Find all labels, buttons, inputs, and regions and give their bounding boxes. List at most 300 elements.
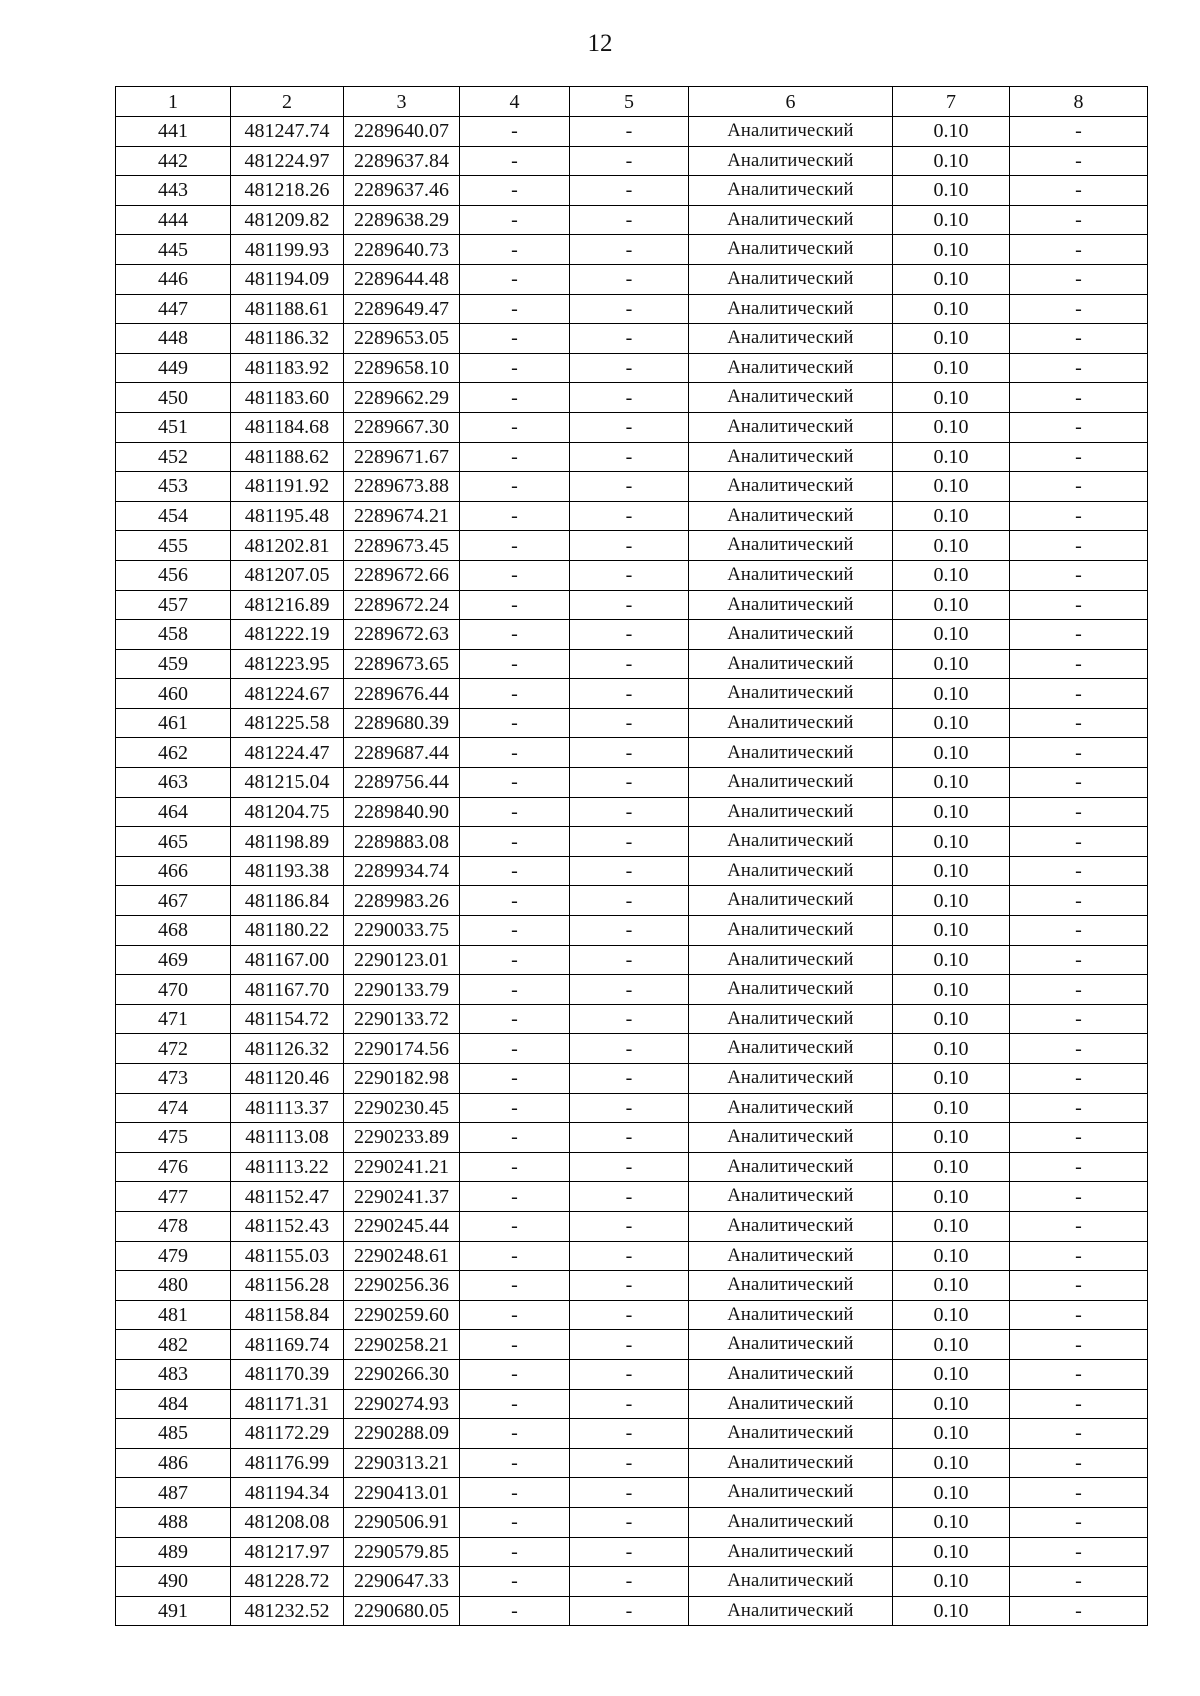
method-cell: Аналитический [689, 1537, 893, 1567]
column-5-cell: - [570, 1123, 689, 1153]
table-row [116, 768, 1148, 798]
column-4-cell: - [460, 945, 570, 975]
column-8-cell: - [1010, 856, 1148, 886]
table-row [116, 1182, 1148, 1212]
column-5-cell: - [570, 975, 689, 1005]
method-cell: Аналитический [689, 1152, 893, 1182]
accuracy-cell: 0.10 [893, 205, 1010, 235]
point-number-cell: 477 [116, 1182, 231, 1212]
y-coordinate-cell: 2290182.98 [344, 1064, 460, 1094]
point-number-cell: 469 [116, 945, 231, 975]
x-coordinate-cell: 481171.31 [231, 1389, 344, 1419]
y-coordinate-cell: 2289640.73 [344, 235, 460, 265]
accuracy-cell: 0.10 [893, 768, 1010, 798]
y-coordinate-cell: 2290259.60 [344, 1300, 460, 1330]
x-coordinate-cell: 481167.00 [231, 945, 344, 975]
column-8-cell: - [1010, 1093, 1148, 1123]
column-4-cell: - [460, 886, 570, 916]
x-coordinate-cell: 481247.74 [231, 117, 344, 147]
point-number-cell: 479 [116, 1241, 231, 1271]
x-coordinate-cell: 481232.52 [231, 1596, 344, 1626]
column-8-cell: - [1010, 708, 1148, 738]
table-row [116, 886, 1148, 916]
method-cell: Аналитический [689, 1389, 893, 1419]
accuracy-cell: 0.10 [893, 1241, 1010, 1271]
y-coordinate-cell: 2290413.01 [344, 1478, 460, 1508]
x-coordinate-cell: 481183.92 [231, 353, 344, 383]
column-5-cell: - [570, 1271, 689, 1301]
column-4-cell: - [460, 797, 570, 827]
column-5-cell: - [570, 1330, 689, 1360]
column-header: 8 [1010, 87, 1148, 117]
table-row [116, 827, 1148, 857]
table-row [116, 294, 1148, 324]
x-coordinate-cell: 481180.22 [231, 916, 344, 946]
method-cell: Аналитический [689, 383, 893, 413]
accuracy-cell: 0.10 [893, 1271, 1010, 1301]
method-cell: Аналитический [689, 679, 893, 709]
column-8-cell: - [1010, 1448, 1148, 1478]
point-number-cell: 474 [116, 1093, 231, 1123]
column-8-cell: - [1010, 1389, 1148, 1419]
column-5-cell: - [570, 708, 689, 738]
point-number-cell: 481 [116, 1300, 231, 1330]
column-5-cell: - [570, 1241, 689, 1271]
column-5-cell: - [570, 294, 689, 324]
point-number-cell: 448 [116, 324, 231, 354]
column-8-cell: - [1010, 1478, 1148, 1508]
column-4-cell: - [460, 738, 570, 768]
column-8-cell: - [1010, 1567, 1148, 1597]
table-row [116, 264, 1148, 294]
x-coordinate-cell: 481113.22 [231, 1152, 344, 1182]
accuracy-cell: 0.10 [893, 1596, 1010, 1626]
column-5-cell: - [570, 176, 689, 206]
table-row [116, 1123, 1148, 1153]
accuracy-cell: 0.10 [893, 1093, 1010, 1123]
point-number-cell: 459 [116, 649, 231, 679]
y-coordinate-cell: 2290274.93 [344, 1389, 460, 1419]
y-coordinate-cell: 2289676.44 [344, 679, 460, 709]
point-number-cell: 486 [116, 1448, 231, 1478]
column-4-cell: - [460, 1537, 570, 1567]
y-coordinate-cell: 2289649.47 [344, 294, 460, 324]
method-cell: Аналитический [689, 560, 893, 590]
x-coordinate-cell: 481224.47 [231, 738, 344, 768]
point-number-cell: 462 [116, 738, 231, 768]
column-5-cell: - [570, 1537, 689, 1567]
column-5-cell: - [570, 1034, 689, 1064]
accuracy-cell: 0.10 [893, 1211, 1010, 1241]
table-row [116, 412, 1148, 442]
column-4-cell: - [460, 590, 570, 620]
table-row [116, 1448, 1148, 1478]
point-number-cell: 487 [116, 1478, 231, 1508]
table-row [116, 590, 1148, 620]
column-5-cell: - [570, 117, 689, 147]
column-5-cell: - [570, 146, 689, 176]
y-coordinate-cell: 2289840.90 [344, 797, 460, 827]
column-4-cell: - [460, 1211, 570, 1241]
table-row [116, 620, 1148, 650]
table-row [116, 916, 1148, 946]
x-coordinate-cell: 481225.58 [231, 708, 344, 738]
accuracy-cell: 0.10 [893, 1123, 1010, 1153]
column-8-cell: - [1010, 945, 1148, 975]
column-4-cell: - [460, 383, 570, 413]
method-cell: Аналитический [689, 1271, 893, 1301]
table-row [116, 442, 1148, 472]
accuracy-cell: 0.10 [893, 1034, 1010, 1064]
method-cell: Аналитический [689, 945, 893, 975]
y-coordinate-cell: 2290288.09 [344, 1419, 460, 1449]
column-8-cell: - [1010, 886, 1148, 916]
column-5-cell: - [570, 472, 689, 502]
column-8-cell: - [1010, 975, 1148, 1005]
column-8-cell: - [1010, 442, 1148, 472]
point-number-cell: 456 [116, 560, 231, 590]
point-number-cell: 454 [116, 501, 231, 531]
y-coordinate-cell: 2290647.33 [344, 1567, 460, 1597]
column-header: 4 [460, 87, 570, 117]
column-4-cell: - [460, 1004, 570, 1034]
accuracy-cell: 0.10 [893, 1330, 1010, 1360]
column-4-cell: - [460, 472, 570, 502]
column-8-cell: - [1010, 117, 1148, 147]
column-8-cell: - [1010, 797, 1148, 827]
column-8-cell: - [1010, 531, 1148, 561]
column-5-cell: - [570, 531, 689, 561]
accuracy-cell: 0.10 [893, 1419, 1010, 1449]
point-number-cell: 451 [116, 412, 231, 442]
point-number-cell: 478 [116, 1211, 231, 1241]
y-coordinate-cell: 2289638.29 [344, 205, 460, 235]
table-row [116, 1152, 1148, 1182]
point-number-cell: 480 [116, 1271, 231, 1301]
y-coordinate-cell: 2290123.01 [344, 945, 460, 975]
column-4-cell: - [460, 353, 570, 383]
point-number-cell: 461 [116, 708, 231, 738]
table-row [116, 560, 1148, 590]
column-8-cell: - [1010, 1537, 1148, 1567]
y-coordinate-cell: 2289667.30 [344, 412, 460, 442]
method-cell: Аналитический [689, 738, 893, 768]
point-number-cell: 445 [116, 235, 231, 265]
table-row [116, 531, 1148, 561]
table-row [116, 176, 1148, 206]
column-5-cell: - [570, 383, 689, 413]
point-number-cell: 475 [116, 1123, 231, 1153]
x-coordinate-cell: 481172.29 [231, 1419, 344, 1449]
column-4-cell: - [460, 176, 570, 206]
method-cell: Аналитический [689, 708, 893, 738]
table-row [116, 649, 1148, 679]
method-cell: Аналитический [689, 1448, 893, 1478]
y-coordinate-cell: 2290241.37 [344, 1182, 460, 1212]
column-5-cell: - [570, 235, 689, 265]
accuracy-cell: 0.10 [893, 383, 1010, 413]
column-8-cell: - [1010, 1330, 1148, 1360]
x-coordinate-cell: 481194.09 [231, 264, 344, 294]
point-number-cell: 489 [116, 1537, 231, 1567]
x-coordinate-cell: 481169.74 [231, 1330, 344, 1360]
column-8-cell: - [1010, 1211, 1148, 1241]
column-8-cell: - [1010, 1359, 1148, 1389]
column-8-cell: - [1010, 916, 1148, 946]
point-number-cell: 472 [116, 1034, 231, 1064]
method-cell: Аналитический [689, 1478, 893, 1508]
column-8-cell: - [1010, 205, 1148, 235]
accuracy-cell: 0.10 [893, 1567, 1010, 1597]
column-8-cell: - [1010, 1182, 1148, 1212]
column-5-cell: - [570, 797, 689, 827]
method-cell: Аналитический [689, 117, 893, 147]
column-5-cell: - [570, 827, 689, 857]
column-5-cell: - [570, 620, 689, 650]
method-cell: Аналитический [689, 1093, 893, 1123]
x-coordinate-cell: 481158.84 [231, 1300, 344, 1330]
x-coordinate-cell: 481186.84 [231, 886, 344, 916]
method-cell: Аналитический [689, 620, 893, 650]
y-coordinate-cell: 2290313.21 [344, 1448, 460, 1478]
column-4-cell: - [460, 1359, 570, 1389]
x-coordinate-cell: 481224.97 [231, 146, 344, 176]
accuracy-cell: 0.10 [893, 649, 1010, 679]
method-cell: Аналитический [689, 856, 893, 886]
point-number-cell: 450 [116, 383, 231, 413]
method-cell: Аналитический [689, 1034, 893, 1064]
column-8-cell: - [1010, 560, 1148, 590]
table-body [116, 117, 1148, 1626]
accuracy-cell: 0.10 [893, 560, 1010, 590]
column-8-cell: - [1010, 679, 1148, 709]
accuracy-cell: 0.10 [893, 916, 1010, 946]
x-coordinate-cell: 481120.46 [231, 1064, 344, 1094]
column-5-cell: - [570, 1300, 689, 1330]
method-cell: Аналитический [689, 797, 893, 827]
column-8-cell: - [1010, 1152, 1148, 1182]
method-cell: Аналитический [689, 827, 893, 857]
y-coordinate-cell: 2289680.39 [344, 708, 460, 738]
column-header: 6 [689, 87, 893, 117]
column-5-cell: - [570, 768, 689, 798]
column-4-cell: - [460, 531, 570, 561]
column-4-cell: - [460, 827, 570, 857]
y-coordinate-cell: 2290233.89 [344, 1123, 460, 1153]
y-coordinate-cell: 2290245.44 [344, 1211, 460, 1241]
column-5-cell: - [570, 1567, 689, 1597]
x-coordinate-cell: 481207.05 [231, 560, 344, 590]
point-number-cell: 484 [116, 1389, 231, 1419]
point-number-cell: 470 [116, 975, 231, 1005]
column-4-cell: - [460, 1507, 570, 1537]
column-8-cell: - [1010, 1034, 1148, 1064]
method-cell: Аналитический [689, 205, 893, 235]
column-8-cell: - [1010, 294, 1148, 324]
column-4-cell: - [460, 1123, 570, 1153]
accuracy-cell: 0.10 [893, 1537, 1010, 1567]
column-4-cell: - [460, 1300, 570, 1330]
y-coordinate-cell: 2290174.56 [344, 1034, 460, 1064]
column-8-cell: - [1010, 1064, 1148, 1094]
point-number-cell: 449 [116, 353, 231, 383]
column-5-cell: - [570, 886, 689, 916]
x-coordinate-cell: 481228.72 [231, 1567, 344, 1597]
point-number-cell: 485 [116, 1419, 231, 1449]
accuracy-cell: 0.10 [893, 797, 1010, 827]
accuracy-cell: 0.10 [893, 738, 1010, 768]
table-row [116, 383, 1148, 413]
table-row [116, 1004, 1148, 1034]
x-coordinate-cell: 481186.32 [231, 324, 344, 354]
method-cell: Аналитический [689, 1300, 893, 1330]
column-4-cell: - [460, 1064, 570, 1094]
method-cell: Аналитический [689, 1182, 893, 1212]
column-4-cell: - [460, 620, 570, 650]
column-8-cell: - [1010, 620, 1148, 650]
column-8-cell: - [1010, 176, 1148, 206]
x-coordinate-cell: 481193.38 [231, 856, 344, 886]
column-4-cell: - [460, 1478, 570, 1508]
point-number-cell: 473 [116, 1064, 231, 1094]
accuracy-cell: 0.10 [893, 1448, 1010, 1478]
y-coordinate-cell: 2290506.91 [344, 1507, 460, 1537]
y-coordinate-cell: 2289653.05 [344, 324, 460, 354]
table-row [116, 738, 1148, 768]
table-row [116, 1330, 1148, 1360]
column-5-cell: - [570, 1182, 689, 1212]
column-5-cell: - [570, 442, 689, 472]
table-row [116, 1419, 1148, 1449]
x-coordinate-cell: 481113.08 [231, 1123, 344, 1153]
accuracy-cell: 0.10 [893, 442, 1010, 472]
y-coordinate-cell: 2289672.24 [344, 590, 460, 620]
point-number-cell: 483 [116, 1359, 231, 1389]
page-number: 12 [587, 30, 613, 57]
x-coordinate-cell: 481215.04 [231, 768, 344, 798]
column-5-cell: - [570, 1448, 689, 1478]
table-row [116, 1034, 1148, 1064]
table-row [116, 501, 1148, 531]
table-row [116, 1389, 1148, 1419]
x-coordinate-cell: 481195.48 [231, 501, 344, 531]
accuracy-cell: 0.10 [893, 1152, 1010, 1182]
column-8-cell: - [1010, 324, 1148, 354]
x-coordinate-cell: 481188.61 [231, 294, 344, 324]
column-4-cell: - [460, 768, 570, 798]
column-5-cell: - [570, 1419, 689, 1449]
y-coordinate-cell: 2289658.10 [344, 353, 460, 383]
column-5-cell: - [570, 1389, 689, 1419]
accuracy-cell: 0.10 [893, 176, 1010, 206]
x-coordinate-cell: 481208.08 [231, 1507, 344, 1537]
method-cell: Аналитический [689, 768, 893, 798]
accuracy-cell: 0.10 [893, 294, 1010, 324]
column-5-cell: - [570, 1478, 689, 1508]
y-coordinate-cell: 2289637.46 [344, 176, 460, 206]
column-4-cell: - [460, 294, 570, 324]
x-coordinate-cell: 481152.47 [231, 1182, 344, 1212]
column-4-cell: - [460, 560, 570, 590]
column-5-cell: - [570, 1064, 689, 1094]
accuracy-cell: 0.10 [893, 1389, 1010, 1419]
accuracy-cell: 0.10 [893, 1182, 1010, 1212]
coordinates-table [115, 86, 1148, 1626]
method-cell: Аналитический [689, 1004, 893, 1034]
accuracy-cell: 0.10 [893, 856, 1010, 886]
accuracy-cell: 0.10 [893, 679, 1010, 709]
method-cell: Аналитический [689, 1507, 893, 1537]
column-8-cell: - [1010, 768, 1148, 798]
column-8-cell: - [1010, 1271, 1148, 1301]
accuracy-cell: 0.10 [893, 1004, 1010, 1034]
method-cell: Аналитический [689, 501, 893, 531]
table-row [116, 1241, 1148, 1271]
x-coordinate-cell: 481194.34 [231, 1478, 344, 1508]
accuracy-cell: 0.10 [893, 1359, 1010, 1389]
column-5-cell: - [570, 501, 689, 531]
accuracy-cell: 0.10 [893, 1507, 1010, 1537]
column-5-cell: - [570, 916, 689, 946]
point-number-cell: 464 [116, 797, 231, 827]
method-cell: Аналитический [689, 1123, 893, 1153]
accuracy-cell: 0.10 [893, 590, 1010, 620]
table-row [116, 1596, 1148, 1626]
y-coordinate-cell: 2290033.75 [344, 916, 460, 946]
table-row [116, 1064, 1148, 1094]
column-5-cell: - [570, 1507, 689, 1537]
column-4-cell: - [460, 501, 570, 531]
point-number-cell: 488 [116, 1507, 231, 1537]
y-coordinate-cell: 2290133.79 [344, 975, 460, 1005]
table-row [116, 205, 1148, 235]
method-cell: Аналитический [689, 353, 893, 383]
column-4-cell: - [460, 1389, 570, 1419]
column-5-cell: - [570, 264, 689, 294]
column-5-cell: - [570, 649, 689, 679]
y-coordinate-cell: 2290258.21 [344, 1330, 460, 1360]
method-cell: Аналитический [689, 442, 893, 472]
method-cell: Аналитический [689, 1330, 893, 1360]
method-cell: Аналитический [689, 472, 893, 502]
column-4-cell: - [460, 1241, 570, 1271]
point-number-cell: 491 [116, 1596, 231, 1626]
column-8-cell: - [1010, 383, 1148, 413]
method-cell: Аналитический [689, 649, 893, 679]
y-coordinate-cell: 2289983.26 [344, 886, 460, 916]
x-coordinate-cell: 481183.60 [231, 383, 344, 413]
table-header-row [116, 87, 1148, 117]
column-4-cell: - [460, 324, 570, 354]
column-4-cell: - [460, 146, 570, 176]
point-number-cell: 467 [116, 886, 231, 916]
point-number-cell: 482 [116, 1330, 231, 1360]
method-cell: Аналитический [689, 294, 893, 324]
x-coordinate-cell: 481202.81 [231, 531, 344, 561]
method-cell: Аналитический [689, 1567, 893, 1597]
x-coordinate-cell: 481224.67 [231, 679, 344, 709]
column-header: 1 [116, 87, 231, 117]
point-number-cell: 441 [116, 117, 231, 147]
y-coordinate-cell: 2289671.67 [344, 442, 460, 472]
point-number-cell: 457 [116, 590, 231, 620]
accuracy-cell: 0.10 [893, 235, 1010, 265]
column-8-cell: - [1010, 1123, 1148, 1153]
column-4-cell: - [460, 264, 570, 294]
point-number-cell: 465 [116, 827, 231, 857]
point-number-cell: 476 [116, 1152, 231, 1182]
point-number-cell: 463 [116, 768, 231, 798]
